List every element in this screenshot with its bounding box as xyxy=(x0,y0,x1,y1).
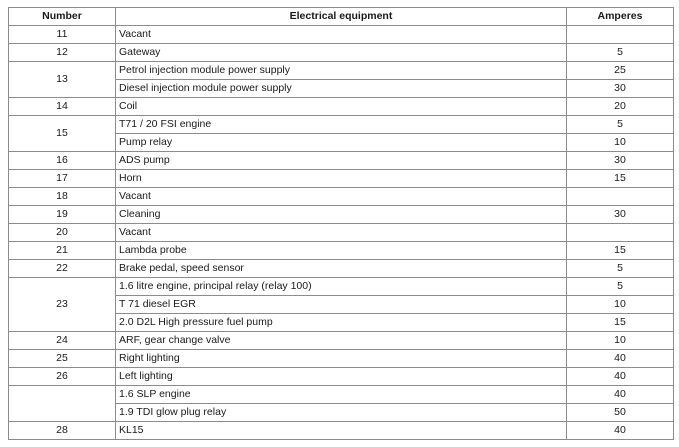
fuse-number-cell: 20 xyxy=(9,224,116,242)
fuse-number-cell: 15 xyxy=(9,116,116,152)
amperes-cell: 40 xyxy=(567,422,674,440)
equipment-cell: Diesel injection module power supply xyxy=(116,80,567,98)
fuse-number-cell: 21 xyxy=(9,242,116,260)
amperes-cell: 20 xyxy=(567,98,674,116)
amperes-cell xyxy=(567,188,674,206)
amperes-cell: 10 xyxy=(567,134,674,152)
table-row xyxy=(9,152,674,170)
fuse-number-cell: 14 xyxy=(9,98,116,116)
equipment-cell: 1.6 litre engine, principal relay (relay 100) xyxy=(116,278,567,296)
fuse-number-cell: 12 xyxy=(9,44,116,62)
equipment-cell: Left lighting xyxy=(116,368,567,386)
equipment-cell: 2.0 D2L High pressure fuel pump xyxy=(116,314,567,332)
equipment-cell: Gateway xyxy=(116,44,567,62)
equipment-cell: ADS pump xyxy=(116,152,567,170)
header-equipment: Electrical equipment xyxy=(116,8,567,26)
table-row xyxy=(9,62,674,80)
table-row xyxy=(9,26,674,44)
fuse-number-cell: 22 xyxy=(9,260,116,278)
table-row xyxy=(9,332,674,350)
fuse-number-cell: 26 xyxy=(9,368,116,386)
fuse-number-cell xyxy=(9,386,116,422)
table-row xyxy=(9,242,674,260)
table-row xyxy=(9,386,674,404)
equipment-cell: Cleaning xyxy=(116,206,567,224)
amperes-cell: 5 xyxy=(567,116,674,134)
fuse-number-cell: 13 xyxy=(9,62,116,98)
fuse-table xyxy=(8,7,674,440)
amperes-cell: 10 xyxy=(567,332,674,350)
header-number: Number xyxy=(9,8,116,26)
fuse-number-cell: 17 xyxy=(9,170,116,188)
equipment-cell: Pump relay xyxy=(116,134,567,152)
equipment-cell: KL15 xyxy=(116,422,567,440)
table-row xyxy=(9,44,674,62)
table-row xyxy=(9,188,674,206)
amperes-cell: 40 xyxy=(567,386,674,404)
amperes-cell: 40 xyxy=(567,368,674,386)
fuse-number-cell: 11 xyxy=(9,26,116,44)
amperes-cell: 5 xyxy=(567,278,674,296)
equipment-cell: Vacant xyxy=(116,188,567,206)
table-row xyxy=(9,206,674,224)
amperes-cell: 30 xyxy=(567,206,674,224)
amperes-cell xyxy=(567,26,674,44)
amperes-cell: 15 xyxy=(567,314,674,332)
amperes-cell: 50 xyxy=(567,404,674,422)
equipment-cell: Right lighting xyxy=(116,350,567,368)
table-body xyxy=(9,26,674,440)
table-row xyxy=(9,278,674,296)
equipment-cell: T 71 diesel EGR xyxy=(116,296,567,314)
equipment-cell: Vacant xyxy=(116,224,567,242)
table-row xyxy=(9,260,674,278)
equipment-cell: 1.6 SLP engine xyxy=(116,386,567,404)
table-row xyxy=(9,170,674,188)
fuse-number-cell: 25 xyxy=(9,350,116,368)
fuse-number-cell: 18 xyxy=(9,188,116,206)
equipment-cell: Lambda probe xyxy=(116,242,567,260)
table-header-row xyxy=(9,8,674,26)
equipment-cell: T71 / 20 FSI engine xyxy=(116,116,567,134)
equipment-cell: Petrol injection module power supply xyxy=(116,62,567,80)
amperes-cell: 30 xyxy=(567,80,674,98)
table-row xyxy=(9,350,674,368)
amperes-cell: 25 xyxy=(567,62,674,80)
fuse-number-cell: 19 xyxy=(9,206,116,224)
table-row xyxy=(9,116,674,134)
equipment-cell: 1.9 TDI glow plug relay xyxy=(116,404,567,422)
equipment-cell: Vacant xyxy=(116,26,567,44)
equipment-cell: ARF, gear change valve xyxy=(116,332,567,350)
table-row xyxy=(9,98,674,116)
table-row xyxy=(9,224,674,242)
table-row xyxy=(9,422,674,440)
amperes-cell: 10 xyxy=(567,296,674,314)
table-row xyxy=(9,368,674,386)
amperes-cell: 5 xyxy=(567,44,674,62)
amperes-cell xyxy=(567,224,674,242)
amperes-cell: 40 xyxy=(567,350,674,368)
equipment-cell: Brake pedal, speed sensor xyxy=(116,260,567,278)
amperes-cell: 5 xyxy=(567,260,674,278)
fuse-number-cell: 16 xyxy=(9,152,116,170)
amperes-cell: 30 xyxy=(567,152,674,170)
amperes-cell: 15 xyxy=(567,242,674,260)
fuse-number-cell: 28 xyxy=(9,422,116,440)
amperes-cell: 15 xyxy=(567,170,674,188)
equipment-cell: Horn xyxy=(116,170,567,188)
fuse-number-cell: 24 xyxy=(9,332,116,350)
fuse-number-cell: 23 xyxy=(9,278,116,332)
header-amperes: Amperes xyxy=(567,8,674,26)
equipment-cell: Coil xyxy=(116,98,567,116)
